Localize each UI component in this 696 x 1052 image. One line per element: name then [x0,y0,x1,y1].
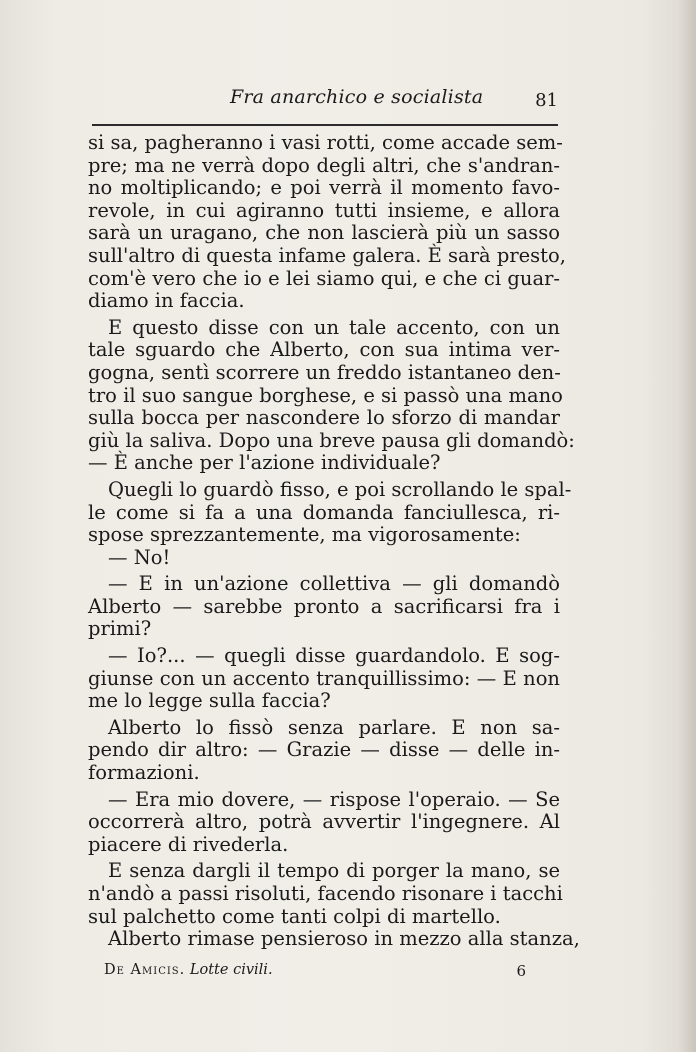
text-line: le come si fa a una domanda fanciullesca, ri- [88,500,560,524]
text-line: sarà un uragano, che non lascierà più un sasso [88,221,560,245]
text-line: Quegli lo guardò fisso, e poi scrollando le spal- [108,477,572,501]
text-line: Alberto lo fissò senza parlare. E non sa- [108,715,560,739]
text-line: — Era mio dovere, — rispose l'operaio. — Se [108,787,560,811]
text-line: giù la saliva. Dopo una breve pausa gli domandò: [88,428,575,452]
page-footer [104,962,534,984]
text-line: Alberto rimase pensieroso in mezzo alla stanza, [108,927,580,951]
text-line: spose sprezzantemente, ma vigorosamente: [88,523,521,547]
header-rule [92,124,558,126]
text-line: E questo disse con un tale accento, con un [108,315,560,339]
text-line: tro il suo sangue borghese, e si passò una mano [88,383,563,407]
text-line: E senza dargli il tempo di porger la mano, se [108,859,560,883]
footer-source [104,962,273,978]
page-number: 81 [535,90,558,111]
text-line: sulla bocca per nascondere lo sforzo di mandar [88,406,560,430]
text-line: revole, in cui agiranno tutti insieme, e allora [88,198,560,222]
running-header [88,86,562,116]
text-line: me lo legge sulla faccia? [88,689,331,713]
text-line: gogna, sentì scorrere un freddo istantaneo den- [88,360,561,384]
text-line: — E in un'azione collettiva — gli domandò [108,572,560,596]
body-text [88,131,580,951]
text-line: formazioni. [88,761,200,785]
text-line: Alberto — sarebbe pronto a sacrificarsi fra i [88,594,560,618]
footer-work: Lotte civili. [189,962,273,978]
text-line: tale sguardo che Alberto, con sua intima ver- [88,338,560,362]
text-line: diamo in faccia. [88,289,245,313]
text-line: pendo dir altro: — Grazie — disse — delle in- [88,738,560,762]
text-line: — È anche per l'azione individuale? [88,451,441,475]
text-line: no moltiplicando; e poi verrà il momento favo- [88,176,560,200]
running-title: Fra anarchico e socialista [230,86,484,108]
signature-mark: 6 [516,962,526,980]
text-line: si sa, pagheranno i vasi rotti, come accade sem- [88,131,563,154]
text-line: piacere di rivederla. [88,832,289,856]
text-line: — No! [108,545,171,569]
footer-author: De Amicis. [104,962,186,978]
text-line: com'è vero che io e lei siamo qui, e che ci guar- [88,266,560,290]
page-edge-shadow [678,0,696,1052]
text-line: pre; ma ne verrà dopo degli altri, che s'andran- [88,153,560,177]
text-line: n'andò a passi risoluti, facendo risonare i tacchi [88,882,563,905]
text-line: sull'altro di questa infame galera. È sarà presto, [88,243,566,267]
text-line: sul palchetto come tanti colpi di martello. [88,904,501,928]
text-line: occorrerà altro, potrà avvertir l'ingegnere. Al [88,810,560,834]
text-line: giunse con un accento tranquillissimo: — E non [88,666,560,690]
text-line: — Io?... — quegli disse guardandolo. E sog- [108,644,560,668]
text-line: primi? [88,617,152,641]
